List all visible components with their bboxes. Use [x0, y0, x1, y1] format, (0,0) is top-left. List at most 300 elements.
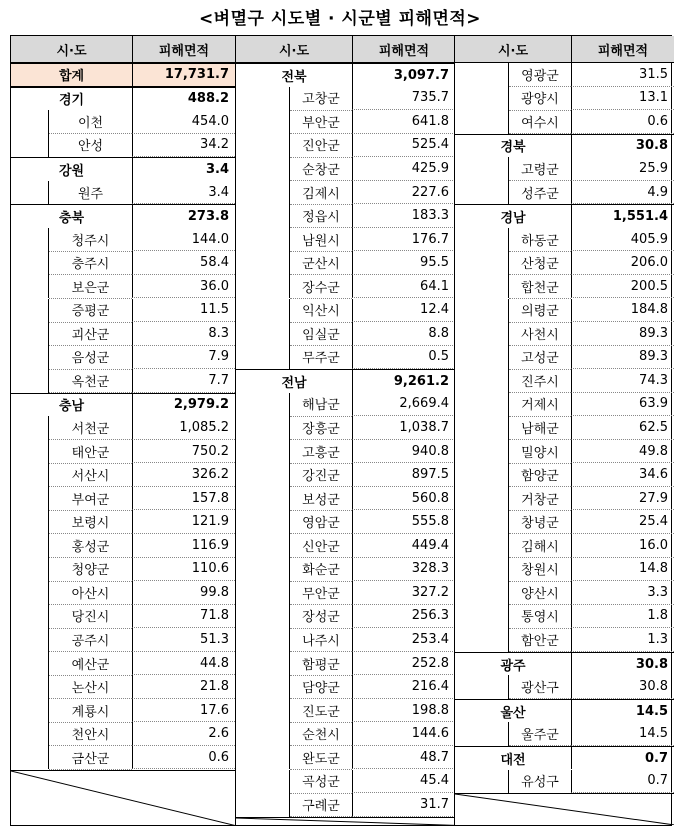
city-cell: [236, 770, 352, 794]
city-value: 1,038.7: [352, 416, 455, 440]
city-cell: [11, 581, 132, 605]
indent-spacer: [11, 369, 49, 393]
city-cell: [236, 181, 352, 205]
city-value: 64.1: [352, 275, 455, 299]
table-row: [236, 87, 455, 111]
indent-spacer: [11, 110, 49, 134]
city-cell: [236, 204, 352, 228]
indent-spacer: [236, 628, 290, 652]
city-value: 3.4: [132, 181, 235, 205]
table-row: [455, 228, 674, 252]
city-cell: [455, 675, 571, 699]
city-name: 나주시: [290, 628, 352, 653]
city-value: 0.7: [571, 770, 674, 794]
indent-spacer: [11, 228, 49, 252]
city-value: 31.7: [352, 793, 455, 817]
indent-spacer: [236, 228, 290, 252]
city-value: 49.8: [571, 440, 674, 464]
table-row: [236, 770, 455, 794]
table-row: [236, 346, 455, 370]
region-value: 30.8: [571, 135, 674, 158]
city-value: 7.7: [132, 369, 235, 393]
city-value: 157.8: [132, 487, 235, 511]
city-name: 영광군: [509, 63, 571, 88]
indent-spacer: [455, 393, 509, 417]
city-value: 449.4: [352, 534, 455, 558]
city-cell: [455, 416, 571, 440]
city-value: 99.8: [132, 581, 235, 605]
table-row: [455, 322, 674, 346]
indent-spacer: [236, 181, 290, 205]
city-cell: [11, 110, 132, 134]
city-cell: [11, 228, 132, 252]
indent-spacer: [455, 675, 509, 699]
city-cell: [455, 110, 571, 134]
city-cell: [236, 299, 352, 323]
region-row: [236, 63, 455, 87]
city-name: 보령시: [49, 510, 132, 535]
city-name: 예산군: [49, 651, 132, 676]
city-name: 곡성군: [290, 769, 352, 794]
region-value: 30.8: [571, 653, 674, 676]
header-area: 피해면적: [571, 36, 674, 62]
city-value: 405.9: [571, 228, 674, 252]
city-cell: [11, 558, 132, 582]
indent-spacer: [455, 110, 509, 134]
city-cell: [236, 793, 352, 817]
indent-spacer: [236, 275, 290, 299]
table-row: [11, 628, 235, 652]
table-row: [236, 699, 455, 723]
header-sido: 시·도: [497, 43, 529, 59]
table-row: [11, 534, 235, 558]
city-value: 1.8: [571, 605, 674, 629]
table-row: [236, 510, 455, 534]
table-row: [11, 228, 235, 252]
region-row: [11, 204, 235, 228]
table-column-1: [11, 36, 235, 825]
table-row: [236, 440, 455, 464]
city-value: 735.7: [352, 87, 455, 111]
indent-spacer: [11, 275, 49, 299]
city-cell: [236, 581, 352, 605]
city-name: 유성구: [509, 769, 571, 794]
city-name: 광산구: [509, 675, 571, 700]
city-value: 89.3: [571, 346, 674, 370]
indent-spacer: [11, 487, 49, 511]
city-name: 무주군: [290, 345, 352, 370]
city-cell: [236, 534, 352, 558]
indent-spacer: [455, 440, 509, 464]
region-name: 경남: [500, 211, 526, 227]
city-value: 31.5: [571, 63, 674, 87]
city-name: 거제시: [509, 392, 571, 417]
indent-spacer: [236, 393, 290, 417]
table-row: [455, 770, 674, 794]
table-row: [455, 157, 674, 181]
city-cell: [455, 605, 571, 629]
table-row: [455, 534, 674, 558]
city-cell: [455, 770, 571, 794]
table-row: [455, 510, 674, 534]
city-name: 익산시: [290, 298, 352, 323]
indent-spacer: [455, 63, 509, 87]
table-row: [11, 416, 235, 440]
region-name: 대전: [500, 752, 526, 768]
table-row: [236, 628, 455, 652]
indent-spacer: [11, 510, 49, 534]
city-cell: [11, 346, 132, 370]
table-row: [11, 110, 235, 134]
city-cell: [455, 181, 571, 205]
city-name: 순창군: [290, 157, 352, 182]
city-value: 62.5: [571, 416, 674, 440]
city-name: 남원시: [290, 227, 352, 252]
city-cell: [236, 722, 352, 746]
city-value: 252.8: [352, 652, 455, 676]
city-name: 거창군: [509, 486, 571, 511]
city-cell: [455, 510, 571, 534]
indent-spacer: [236, 652, 290, 676]
indent-spacer: [236, 605, 290, 629]
city-name: 정읍시: [290, 204, 352, 229]
city-name: 진안군: [290, 133, 352, 158]
city-value: 641.8: [352, 110, 455, 134]
table-row: [455, 440, 674, 464]
indent-spacer: [455, 770, 509, 794]
region-row: [236, 369, 455, 393]
city-name: 임실군: [290, 322, 352, 347]
indent-spacer: [236, 463, 290, 487]
indent-spacer: [455, 558, 509, 582]
city-name: 군산시: [290, 251, 352, 276]
indent-spacer: [455, 346, 509, 370]
indent-spacer: [236, 699, 290, 723]
city-name: 장수군: [290, 274, 352, 299]
indent-spacer: [11, 134, 49, 158]
city-name: 사천시: [509, 322, 571, 347]
region-name: 경기: [58, 93, 85, 109]
page-title: <벼멸구 시도별 · 시군별 피해면적>: [198, 9, 482, 29]
city-value: 183.3: [352, 204, 455, 228]
city-name: 함안군: [509, 628, 571, 653]
city-name: 남해군: [509, 416, 571, 441]
city-cell: [455, 346, 571, 370]
city-cell: [11, 463, 132, 487]
city-cell: [236, 275, 352, 299]
city-name: 김제시: [290, 180, 352, 205]
city-name: 울주군: [509, 722, 571, 747]
city-name: 계룡시: [49, 698, 132, 723]
city-value: 176.7: [352, 228, 455, 252]
city-value: 110.6: [132, 558, 235, 582]
city-cell: [11, 628, 132, 652]
city-cell: [455, 393, 571, 417]
table-header: [236, 36, 455, 63]
table-row: [236, 393, 455, 417]
city-value: 12.4: [352, 299, 455, 323]
city-name: 고흥군: [290, 439, 352, 464]
city-value: 25.4: [571, 510, 674, 534]
table-row: [455, 346, 674, 370]
city-value: 45.4: [352, 770, 455, 794]
indent-spacer: [236, 581, 290, 605]
table-row: [236, 416, 455, 440]
city-value: 27.9: [571, 487, 674, 511]
region-name: 울산: [500, 705, 526, 721]
table-row: [236, 534, 455, 558]
indent-spacer: [455, 510, 509, 534]
city-name: 옥천군: [49, 369, 132, 394]
city-cell: [11, 440, 132, 464]
indent-spacer: [11, 181, 49, 205]
city-cell: [455, 463, 571, 487]
city-name: 금산군: [49, 745, 132, 770]
region-value: 9,261.2: [352, 370, 455, 393]
indent-spacer: [11, 463, 49, 487]
region-name: 전남: [281, 375, 307, 391]
region-value: 488.2: [132, 88, 235, 111]
city-cell: [455, 157, 571, 181]
city-value: 326.2: [132, 463, 235, 487]
city-name: 공주시: [49, 628, 132, 653]
table-row: [11, 463, 235, 487]
city-value: 89.3: [571, 322, 674, 346]
indent-spacer: [236, 558, 290, 582]
region-row: [455, 746, 674, 770]
city-name: 산청군: [509, 251, 571, 276]
table-row: [236, 322, 455, 346]
indent-spacer: [455, 722, 509, 746]
header-sido: 시·도: [278, 43, 310, 59]
indent-spacer: [455, 628, 509, 652]
city-name: 양산시: [509, 581, 571, 606]
table-row: [11, 346, 235, 370]
city-name: 증평군: [49, 298, 132, 323]
region-value: 2,979.2: [132, 394, 235, 417]
table-row: [236, 652, 455, 676]
table-row: [455, 416, 674, 440]
city-name: 아산시: [49, 581, 132, 606]
city-value: 198.8: [352, 699, 455, 723]
city-name: 고령군: [509, 157, 571, 182]
city-value: 116.9: [132, 534, 235, 558]
city-cell: [455, 275, 571, 299]
city-value: 34.6: [571, 463, 674, 487]
table-row: [455, 558, 674, 582]
city-cell: [11, 675, 132, 699]
table-column-2: [235, 36, 455, 825]
table-row: [455, 275, 674, 299]
city-cell: [455, 628, 571, 652]
city-value: 940.8: [352, 440, 455, 464]
indent-spacer: [455, 463, 509, 487]
indent-spacer: [236, 487, 290, 511]
table-row: [236, 675, 455, 699]
table-row: [11, 322, 235, 346]
indent-spacer: [455, 416, 509, 440]
city-value: 0.5: [352, 346, 455, 370]
indent-spacer: [455, 581, 509, 605]
city-value: 58.4: [132, 251, 235, 275]
city-name: 여수시: [509, 110, 571, 135]
city-value: 2,669.4: [352, 393, 455, 417]
city-value: 14.8: [571, 558, 674, 582]
indent-spacer: [236, 299, 290, 323]
table-row: [236, 605, 455, 629]
table-row: [11, 699, 235, 723]
city-cell: [11, 369, 132, 393]
city-value: 184.8: [571, 299, 674, 323]
city-value: 74.3: [571, 369, 674, 393]
city-name: 무안군: [290, 581, 352, 606]
city-name: 부안군: [290, 110, 352, 135]
city-cell: [11, 722, 132, 746]
city-value: 25.9: [571, 157, 674, 181]
table-row: [236, 463, 455, 487]
city-name: 안성: [49, 133, 132, 158]
city-cell: [11, 699, 132, 723]
indent-spacer: [11, 251, 49, 275]
city-cell: [236, 605, 352, 629]
city-name: 보성군: [290, 486, 352, 511]
city-cell: [455, 299, 571, 323]
city-cell: [236, 228, 352, 252]
table-row: [236, 558, 455, 582]
city-name: 함양군: [509, 463, 571, 488]
indent-spacer: [11, 628, 49, 652]
city-name: 원주: [49, 180, 132, 205]
table-row: [455, 110, 674, 134]
table-row: [455, 628, 674, 652]
city-cell: [236, 87, 352, 111]
city-cell: [236, 134, 352, 158]
indent-spacer: [455, 534, 509, 558]
table-row: [236, 487, 455, 511]
city-value: 144.0: [132, 228, 235, 252]
city-value: 525.4: [352, 134, 455, 158]
city-name: 함평군: [290, 651, 352, 676]
table-row: [11, 487, 235, 511]
city-value: 51.3: [132, 628, 235, 652]
city-value: 1,085.2: [132, 416, 235, 440]
city-name: 밀양시: [509, 439, 571, 464]
indent-spacer: [455, 157, 509, 181]
table-row: [11, 581, 235, 605]
total-row: [11, 63, 235, 87]
region-name: 합계: [58, 69, 85, 85]
city-cell: [11, 299, 132, 323]
city-name: 창녕군: [509, 510, 571, 535]
city-value: 121.9: [132, 510, 235, 534]
table-row: [11, 605, 235, 629]
city-cell: [455, 440, 571, 464]
city-cell: [455, 369, 571, 393]
region-row: [455, 699, 674, 723]
indent-spacer: [236, 110, 290, 134]
indent-spacer: [11, 322, 49, 346]
table-row: [11, 251, 235, 275]
indent-spacer: [455, 181, 509, 205]
table-header: [455, 36, 674, 63]
indent-spacer: [236, 251, 290, 275]
city-name: 음성군: [49, 345, 132, 370]
empty-cell-diagonal: [455, 793, 674, 825]
indent-spacer: [455, 487, 509, 511]
city-name: 청주시: [49, 227, 132, 252]
city-value: 13.1: [571, 87, 674, 111]
city-cell: [455, 87, 571, 111]
city-value: 3.3: [571, 581, 674, 605]
city-value: 14.5: [571, 722, 674, 746]
city-name: 청양군: [49, 557, 132, 582]
region-name: 전북: [281, 69, 307, 85]
city-name: 완도군: [290, 745, 352, 770]
indent-spacer: [11, 675, 49, 699]
city-cell: [455, 322, 571, 346]
city-cell: [11, 134, 132, 158]
indent-spacer: [236, 87, 290, 111]
indent-spacer: [455, 322, 509, 346]
table-row: [455, 299, 674, 323]
city-cell: [11, 746, 132, 770]
city-value: 2.6: [132, 722, 235, 746]
indent-spacer: [11, 746, 49, 770]
city-value: 48.7: [352, 746, 455, 770]
city-value: 44.8: [132, 652, 235, 676]
city-name: 해남군: [290, 392, 352, 417]
city-value: 8.3: [132, 322, 235, 346]
indent-spacer: [11, 558, 49, 582]
table-row: [455, 181, 674, 205]
indent-spacer: [11, 652, 49, 676]
table-row: [236, 181, 455, 205]
city-name: 천안시: [49, 722, 132, 747]
city-cell: [236, 746, 352, 770]
indent-spacer: [236, 534, 290, 558]
city-value: 34.2: [132, 134, 235, 158]
city-value: 71.8: [132, 605, 235, 629]
table-row: [236, 134, 455, 158]
city-cell: [455, 534, 571, 558]
city-value: 206.0: [571, 251, 674, 275]
indent-spacer: [455, 605, 509, 629]
city-cell: [455, 581, 571, 605]
table-row: [455, 251, 674, 275]
city-name: 부여군: [49, 486, 132, 511]
indent-spacer: [236, 440, 290, 464]
indent-spacer: [455, 275, 509, 299]
table-row: [11, 558, 235, 582]
header-sido: 시·도: [56, 43, 87, 59]
indent-spacer: [11, 581, 49, 605]
header-area: 피해면적: [352, 36, 455, 62]
table-row: [455, 722, 674, 746]
damage-area-table: [10, 35, 672, 826]
city-cell: [236, 652, 352, 676]
city-name: 이천: [49, 110, 132, 135]
city-name: 진주시: [509, 369, 571, 394]
indent-spacer: [11, 699, 49, 723]
city-value: 144.6: [352, 722, 455, 746]
table-row: [11, 675, 235, 699]
table-row: [236, 581, 455, 605]
city-value: 1.3: [571, 628, 674, 652]
table-row: [455, 463, 674, 487]
city-cell: [236, 699, 352, 723]
table-row: [236, 793, 455, 817]
table-row: [236, 228, 455, 252]
